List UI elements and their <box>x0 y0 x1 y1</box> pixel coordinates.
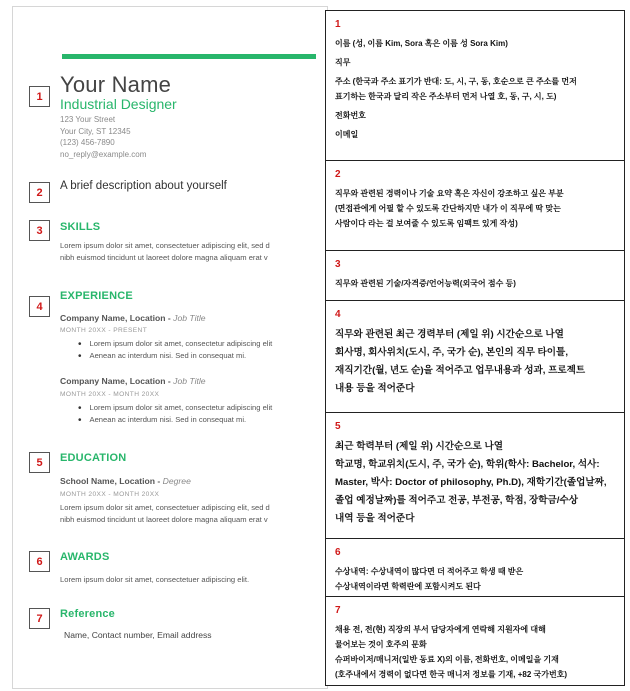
note-3 <box>326 251 624 301</box>
note-line: 회사명, 회사위치(도시, 주, 국가 순), 본인의 직무 타이틀, <box>335 347 568 358</box>
note-number: 7 <box>335 605 341 616</box>
job-bullets <box>78 402 314 426</box>
note-line: 표기하는 한국과 달리 작은 주소부터 먼저 나열 호, 동, 구, 시, 도) <box>335 92 557 101</box>
marker-4: 4 <box>29 296 50 317</box>
job-header <box>60 313 206 323</box>
school-dates: MONTH 20XX - MONTH 20XX <box>60 491 160 498</box>
note-line: 직무 <box>335 58 351 67</box>
note-line: 최근 학력부터 (제일 위) 시간순으로 나열 <box>335 441 503 452</box>
note-number: 2 <box>335 169 341 180</box>
skills-line: Lorem ipsum dolor sit amet, consectetuer adipiscing elit, sed d <box>60 241 270 250</box>
note-line: 사람이다 라는 걸 보여줄 수 있도록 임팩트 있게 작성) <box>335 219 518 228</box>
contact-city: Your City, ST 12345 <box>60 126 131 136</box>
skills-line: nibh euismod tincidunt ut laoreet dolore magna aliquam erat v <box>60 252 268 262</box>
education-text <box>60 502 314 525</box>
job-bullet: • Lorem ipsum dolor sit amet, consectetur adipiscing elit <box>78 402 314 414</box>
note-line: 내역 등을 적어준다 <box>335 513 415 524</box>
note-line: 직무와 관련된 경력이나 기술 요약 혹은 자신이 강조하고 싶은 부분 <box>335 189 564 198</box>
note-line: 수상내역이라면 학력란에 포함시켜도 된다 <box>335 582 481 591</box>
note-line: 수상내역: 수상내역이 많다면 더 적어주고 학생 때 받은 <box>335 567 524 576</box>
note-line: 슈퍼바이저/매니저(일반 동료 X)의 이름, 전화번호, 이메일을 기재 <box>335 655 559 664</box>
note-number: 6 <box>335 547 341 558</box>
awards-heading: AWARDS <box>60 551 110 563</box>
note-line: (면접관에게 어필 할 수 있도록 간단하지만 내가 이 직무에 딱 맞는 <box>335 204 561 213</box>
note-2 <box>326 161 624 251</box>
note-line: 학교명, 학교위치(도시, 주, 국가 순), 학위(학사: Bachelor, 석사: <box>335 459 600 470</box>
contact-street: 123 Your Street <box>60 115 116 124</box>
note-7 <box>326 597 624 687</box>
marker-3: 3 <box>29 220 50 241</box>
note-line: (호주내에서 경력이 없다면 한국 매니저 정보를 기재, +82 국가번호) <box>335 670 568 679</box>
reference-text: Name, Contact number, Email address <box>64 630 212 640</box>
note-number: 5 <box>335 421 341 432</box>
job-title: Job Title <box>173 313 206 323</box>
note-1 <box>326 11 624 161</box>
note-number: 1 <box>335 19 341 30</box>
school-header <box>60 476 191 486</box>
accent-bar <box>62 54 316 59</box>
note-line: 물어보는 것이 호주의 문화 <box>335 640 427 649</box>
note-line: 주소 (한국과 주소 표기가 반대: 도, 시, 구, 동, 호순으로 큰 주소를 먼저 <box>335 77 577 86</box>
note-line: 직무와 관련된 기술/자격증/언어능력(외국어 점수 등) <box>335 279 516 288</box>
marker-6: 6 <box>29 551 50 572</box>
marker-5: 5 <box>29 452 50 473</box>
note-line: 이름 (성, 이름 Kim, Sora 혹은 이름 성 Sora Kim) <box>335 39 508 48</box>
marker-2: 2 <box>29 182 50 203</box>
awards-text: Lorem ipsum dolor sit amet, consectetuer adipiscing elit. <box>60 575 250 584</box>
note-line: 졸업 예정날짜)를 적어주고 전공, 부전공, 학점, 장학금/수상 <box>335 495 579 506</box>
education-heading: EDUCATION <box>60 452 127 464</box>
marker-1: 1 <box>29 86 50 107</box>
note-line: 재직기간(월, 년도 순)을 적어주고 업무내용과 성과, 프로젝트 <box>335 365 586 376</box>
note-6 <box>326 539 624 597</box>
job-bullet: • Lorem ipsum dolor sit amet, consectetur adipiscing elit <box>78 338 314 350</box>
school-degree: Degree <box>162 476 191 486</box>
note-4 <box>326 301 624 413</box>
contact-phone: (123) 456-7890 <box>60 138 115 147</box>
contact-email: no_reply@example.com <box>60 149 147 159</box>
resume-description: A brief description about yourself <box>60 180 227 192</box>
resume-role: Industrial Designer <box>60 96 177 112</box>
note-line: 전화번호 <box>335 111 366 120</box>
reference-heading: Reference <box>60 608 115 620</box>
marker-7: 7 <box>29 608 50 629</box>
job-title: Job Title <box>173 376 206 386</box>
job-company: Company Name, Location - <box>60 376 174 386</box>
education-line: nibh euismod tincidunt ut laoreet dolore magna aliquam erat v <box>60 514 268 524</box>
job-bullets <box>78 338 314 362</box>
skills-text <box>60 240 314 263</box>
job-dates: MONTH 20XX - MONTH 20XX <box>60 391 160 398</box>
resume-contact <box>60 114 146 160</box>
job-company: Company Name, Location - <box>60 313 174 323</box>
experience-heading: EXPERIENCE <box>60 290 133 302</box>
job-header <box>60 376 206 386</box>
education-line: Lorem ipsum dolor sit amet, consectetuer adipiscing elit, sed d <box>60 503 270 512</box>
notes-panel <box>325 10 625 686</box>
note-number: 4 <box>335 309 341 320</box>
note-number: 3 <box>335 259 341 270</box>
school-name: School Name, Location - <box>60 476 163 486</box>
note-line: 내용 등을 적어준다 <box>335 383 415 394</box>
note-line: 채용 전, 전(현) 직장의 부서 담당자에게 연락해 지원자에 대해 <box>335 625 546 634</box>
job-bullet: • Aenean ac interdum nisi. Sed in consequat mi. <box>78 350 314 362</box>
note-line: 이메일 <box>335 130 359 139</box>
skills-heading: SKILLS <box>60 221 101 233</box>
job-dates: MONTH 20XX - PRESENT <box>60 327 148 334</box>
resume-name: Your Name <box>60 72 172 97</box>
note-line: Master, 박사: Doctor of philosophy, Ph.D), 재학기간(졸업날짜, <box>335 477 607 488</box>
note-5 <box>326 413 624 539</box>
note-line: 직무와 관련된 최근 경력부터 (제일 위) 시간순으로 나열 <box>335 329 564 340</box>
job-bullet: • Aenean ac interdum nisi. Sed in consequat mi. <box>78 414 314 426</box>
